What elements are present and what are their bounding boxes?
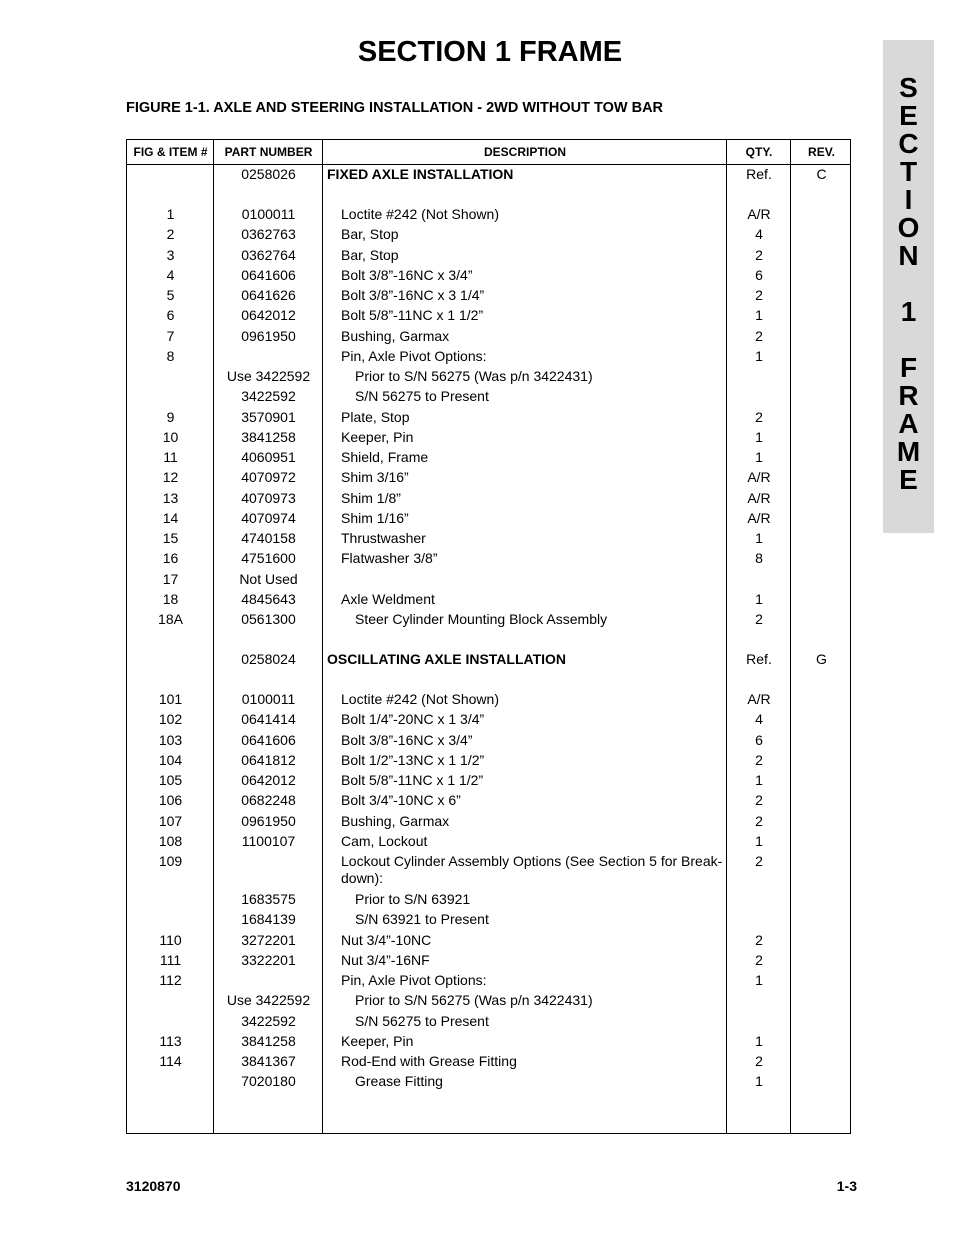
part-number-cell: Not Used — [239, 570, 298, 587]
fig-item-cell: 8 — [166, 347, 175, 364]
part-number-cell: 0362763 — [241, 226, 296, 243]
fig-item-cell: 107 — [158, 812, 183, 829]
qty-cell: 2 — [755, 287, 763, 303]
fig-item-cell: 9 — [166, 408, 175, 425]
description-cell: Bolt 3/8”-16NC x 3/4” — [341, 266, 473, 283]
qty-cell: 4 — [755, 226, 763, 243]
side-tab-letter: O — [897, 212, 920, 243]
description-cell: Lockout Cylinder Assembly Options (See Section 5 for Break-down): — [341, 853, 723, 886]
fig-item-cell: 3 — [166, 246, 175, 263]
qty-cell: 1 — [755, 307, 763, 324]
fig-item-cell: 106 — [158, 792, 183, 809]
header-description: DESCRIPTION — [483, 145, 566, 159]
description-cell: FIXED AXLE INSTALLATION — [327, 166, 514, 182]
part-number-cell: 7020180 — [241, 1073, 296, 1090]
description-cell: Flatwasher 3/8” — [341, 550, 438, 567]
part-number-cell: 0642012 — [241, 307, 296, 324]
description-cell: Keeper, Pin — [341, 1032, 414, 1049]
part-number-cell: 0258026 — [241, 166, 296, 182]
fig-item-cell: 108 — [158, 832, 183, 849]
fig-item-cell: 111 — [159, 951, 182, 968]
qty-cell: 2 — [755, 611, 763, 627]
part-number-cell: 0641606 — [241, 266, 296, 283]
part-number-cell: 4740158 — [241, 530, 296, 546]
part-number-cell: 0641414 — [241, 711, 296, 728]
part-number-cell: 1684139 — [241, 911, 296, 928]
fig-item-cell: 18 — [162, 590, 179, 607]
header-fig-item: FIG & ITEM # — [133, 145, 208, 159]
part-number-cell: 0100011 — [241, 691, 296, 707]
side-tab-letter: I — [904, 184, 913, 215]
description-cell: Prior to S/N 56275 (Was p/n 3422431) — [355, 368, 593, 384]
fig-item-cell: 1 — [166, 206, 175, 222]
header-divider — [127, 164, 850, 165]
qty-cell: 2 — [755, 931, 763, 948]
fig-item-cell: 112 — [159, 972, 182, 988]
description-cell: Bolt 1/2”-13NC x 1 1/2” — [341, 751, 485, 768]
part-number-cell: 0362764 — [241, 246, 296, 263]
qty-cell: 1 — [755, 449, 763, 465]
side-tab-letter: F — [899, 352, 918, 383]
qty-cell: 6 — [755, 731, 763, 748]
fig-item-cell: 6 — [166, 307, 175, 324]
fig-item-cell: 18A — [158, 611, 183, 627]
description-cell: Bolt 3/4”-10NC x 6” — [341, 792, 461, 809]
description-cell: Bar, Stop — [341, 246, 399, 263]
fig-item-cell: 4 — [166, 266, 175, 283]
part-number-cell: Use 3422592 — [226, 368, 311, 384]
description-cell: Bolt 1/4”-20NC x 1 3/4” — [341, 711, 485, 728]
fig-item-cell: 7 — [166, 327, 175, 344]
side-tab-letter: S — [899, 72, 918, 103]
qty-cell: 1 — [755, 590, 763, 607]
qty-cell: 1 — [755, 772, 763, 788]
page-number: 1-3 — [836, 1178, 857, 1194]
qty-cell: 2 — [755, 246, 763, 263]
side-tab-letter: E — [899, 100, 918, 131]
fig-item-cell: 101 — [158, 691, 183, 707]
fig-item-cell: 17 — [162, 570, 179, 587]
side-tab-letter: M — [896, 436, 921, 467]
part-number-cell: 0641812 — [241, 751, 296, 768]
fig-item-cell: 15 — [162, 530, 179, 546]
qty-cell: 2 — [755, 853, 763, 869]
part-number-cell: 3422592 — [241, 1012, 296, 1029]
description-cell: Nut 3/4”-10NC — [341, 931, 432, 948]
fig-item-cell: 2 — [166, 226, 175, 243]
fig-item-cell: 10 — [162, 428, 179, 445]
description-cell: Steer Cylinder Mounting Block Assembly — [355, 611, 608, 627]
qty-cell: 8 — [755, 550, 763, 567]
part-number-cell: 0642012 — [241, 772, 296, 788]
description-cell: Cam, Lockout — [341, 832, 428, 849]
description-cell: S/N 56275 to Present — [355, 1012, 489, 1029]
qty-cell: 1 — [755, 428, 763, 445]
part-number-cell: 1100107 — [241, 832, 296, 849]
fig-item-cell: 114 — [159, 1053, 182, 1069]
qty-cell: 2 — [755, 812, 763, 829]
description-cell: Axle Weldment — [341, 590, 435, 607]
section-side-tab — [883, 40, 934, 533]
fig-item-cell: 110 — [159, 931, 182, 948]
part-number-cell: 0641606 — [241, 731, 296, 748]
description-cell: Prior to S/N 63921 — [355, 891, 471, 907]
side-tab-letter: E — [899, 464, 918, 495]
description-cell: S/N 56275 to Present — [355, 388, 489, 405]
description-cell: Pin, Axle Pivot Options: — [341, 972, 487, 988]
description-cell: Loctite #242 (Not Shown) — [341, 691, 499, 707]
qty-cell: 1 — [755, 832, 763, 849]
qty-cell: A/R — [747, 206, 771, 222]
fig-item-cell: 5 — [166, 287, 175, 303]
rev-cell: G — [816, 651, 827, 667]
fig-item-cell: 109 — [158, 853, 183, 869]
description-cell: Nut 3/4”-16NF — [341, 951, 430, 968]
fig-item-cell: 113 — [159, 1032, 182, 1049]
part-number-cell: 4070973 — [241, 489, 296, 506]
description-cell: Bolt 5/8”-11NC x 1 1/2” — [341, 772, 484, 788]
fig-item-cell: 13 — [162, 489, 179, 506]
description-cell: Shim 3/16” — [341, 469, 409, 486]
part-number-cell: 3841367 — [241, 1053, 296, 1069]
description-cell: S/N 63921 to Present — [355, 911, 489, 928]
part-number-cell: 0682248 — [241, 792, 296, 809]
figure-title: FIGURE 1-1. AXLE AND STEERING INSTALLATION - 2WD WITHOUT TOW BAR — [126, 100, 664, 116]
part-number-cell: 4070974 — [241, 509, 296, 526]
part-number-cell: 0258024 — [241, 651, 296, 667]
description-cell: Bolt 3/8”-16NC x 3/4” — [341, 731, 473, 748]
part-number-cell: 4751600 — [241, 550, 296, 567]
description-cell: Pin, Axle Pivot Options: — [341, 347, 487, 364]
qty-cell: 1 — [755, 1073, 763, 1090]
qty-cell: 6 — [755, 266, 763, 283]
qty-cell: A/R — [747, 509, 771, 526]
part-number-cell: 3272201 — [241, 931, 296, 948]
fig-item-cell: 103 — [158, 731, 183, 748]
part-number-cell: 0641626 — [241, 287, 296, 303]
part-number-cell: 4070972 — [241, 469, 296, 486]
part-number-cell: 0100011 — [241, 206, 296, 222]
side-tab-letter: A — [898, 408, 919, 439]
parts-table — [126, 139, 851, 1134]
qty-cell: Ref. — [746, 166, 772, 182]
part-number-cell: 0961950 — [241, 812, 296, 829]
description-cell: Thrustwasher — [341, 530, 426, 546]
description-cell: Bolt 5/8”-11NC x 1 1/2” — [341, 307, 484, 324]
part-number-cell: Use 3422592 — [226, 992, 311, 1009]
page-title: SECTION 1 FRAME — [357, 36, 623, 68]
description-cell: Bushing, Garmax — [341, 812, 450, 829]
qty-cell: Ref. — [746, 651, 772, 667]
description-cell: Rod-End with Grease Fitting — [341, 1053, 517, 1069]
side-tab-letter: R — [898, 380, 919, 411]
header-rev: REV. — [808, 145, 835, 159]
part-number-cell: 4845643 — [241, 590, 296, 607]
side-tab-letter: 1 — [900, 296, 917, 327]
qty-cell: 2 — [755, 751, 763, 768]
description-cell: Shim 1/8” — [341, 489, 401, 506]
description-cell: Keeper, Pin — [341, 428, 414, 445]
side-tab-letter: T — [899, 156, 918, 187]
part-number-cell: 4060951 — [241, 449, 296, 465]
qty-cell: 1 — [755, 347, 763, 364]
header-qty: QTY. — [745, 145, 773, 159]
part-number-cell: 3841258 — [241, 428, 296, 445]
description-cell: Shim 1/16” — [341, 509, 409, 526]
qty-cell: A/R — [747, 469, 771, 486]
description-cell: Loctite #242 (Not Shown) — [341, 206, 499, 222]
part-number-cell: 1683575 — [241, 891, 296, 907]
qty-cell: 2 — [755, 792, 763, 809]
side-tab-letter: C — [898, 128, 919, 159]
fig-item-cell: 16 — [162, 550, 179, 567]
description-cell: Bushing, Garmax — [341, 327, 450, 344]
header-part-number: PART NUMBER — [224, 145, 313, 159]
description-cell: Shield, Frame — [341, 449, 429, 465]
qty-cell: 2 — [755, 408, 763, 425]
part-number-cell: 0561300 — [241, 611, 296, 627]
part-number-cell: 3570901 — [241, 408, 296, 425]
qty-cell: 2 — [755, 327, 763, 344]
part-number-cell: 0961950 — [241, 327, 296, 344]
fig-item-cell: 11 — [163, 449, 178, 465]
description-cell: Plate, Stop — [341, 408, 410, 425]
fig-item-cell: 14 — [162, 509, 179, 526]
document-number: 3120870 — [126, 1178, 181, 1194]
fig-item-cell: 105 — [158, 772, 183, 788]
qty-cell: A/R — [747, 489, 771, 506]
side-tab-letter: N — [898, 240, 919, 271]
part-number-cell: 3322201 — [241, 951, 296, 968]
qty-cell: 2 — [755, 1053, 763, 1069]
description-cell: Grease Fitting — [355, 1073, 443, 1090]
fig-item-cell: 12 — [162, 469, 179, 486]
qty-cell: A/R — [747, 691, 771, 707]
qty-cell: 1 — [755, 530, 763, 546]
fig-item-cell: 102 — [158, 711, 183, 728]
part-number-cell: 3422592 — [241, 388, 296, 405]
qty-cell: 1 — [755, 972, 763, 988]
description-cell: OSCILLATING AXLE INSTALLATION — [327, 651, 567, 667]
description-cell: Prior to S/N 56275 (Was p/n 3422431) — [355, 992, 593, 1009]
qty-cell: 2 — [755, 951, 763, 968]
description-cell: Bolt 3/8”-16NC x 3 1/4” — [341, 287, 485, 303]
description-cell: Bar, Stop — [341, 226, 399, 243]
fig-item-cell: 104 — [158, 751, 183, 768]
rev-cell: C — [816, 166, 827, 182]
qty-cell: 1 — [755, 1032, 763, 1049]
part-number-cell: 3841258 — [241, 1032, 296, 1049]
qty-cell: 4 — [755, 711, 763, 728]
